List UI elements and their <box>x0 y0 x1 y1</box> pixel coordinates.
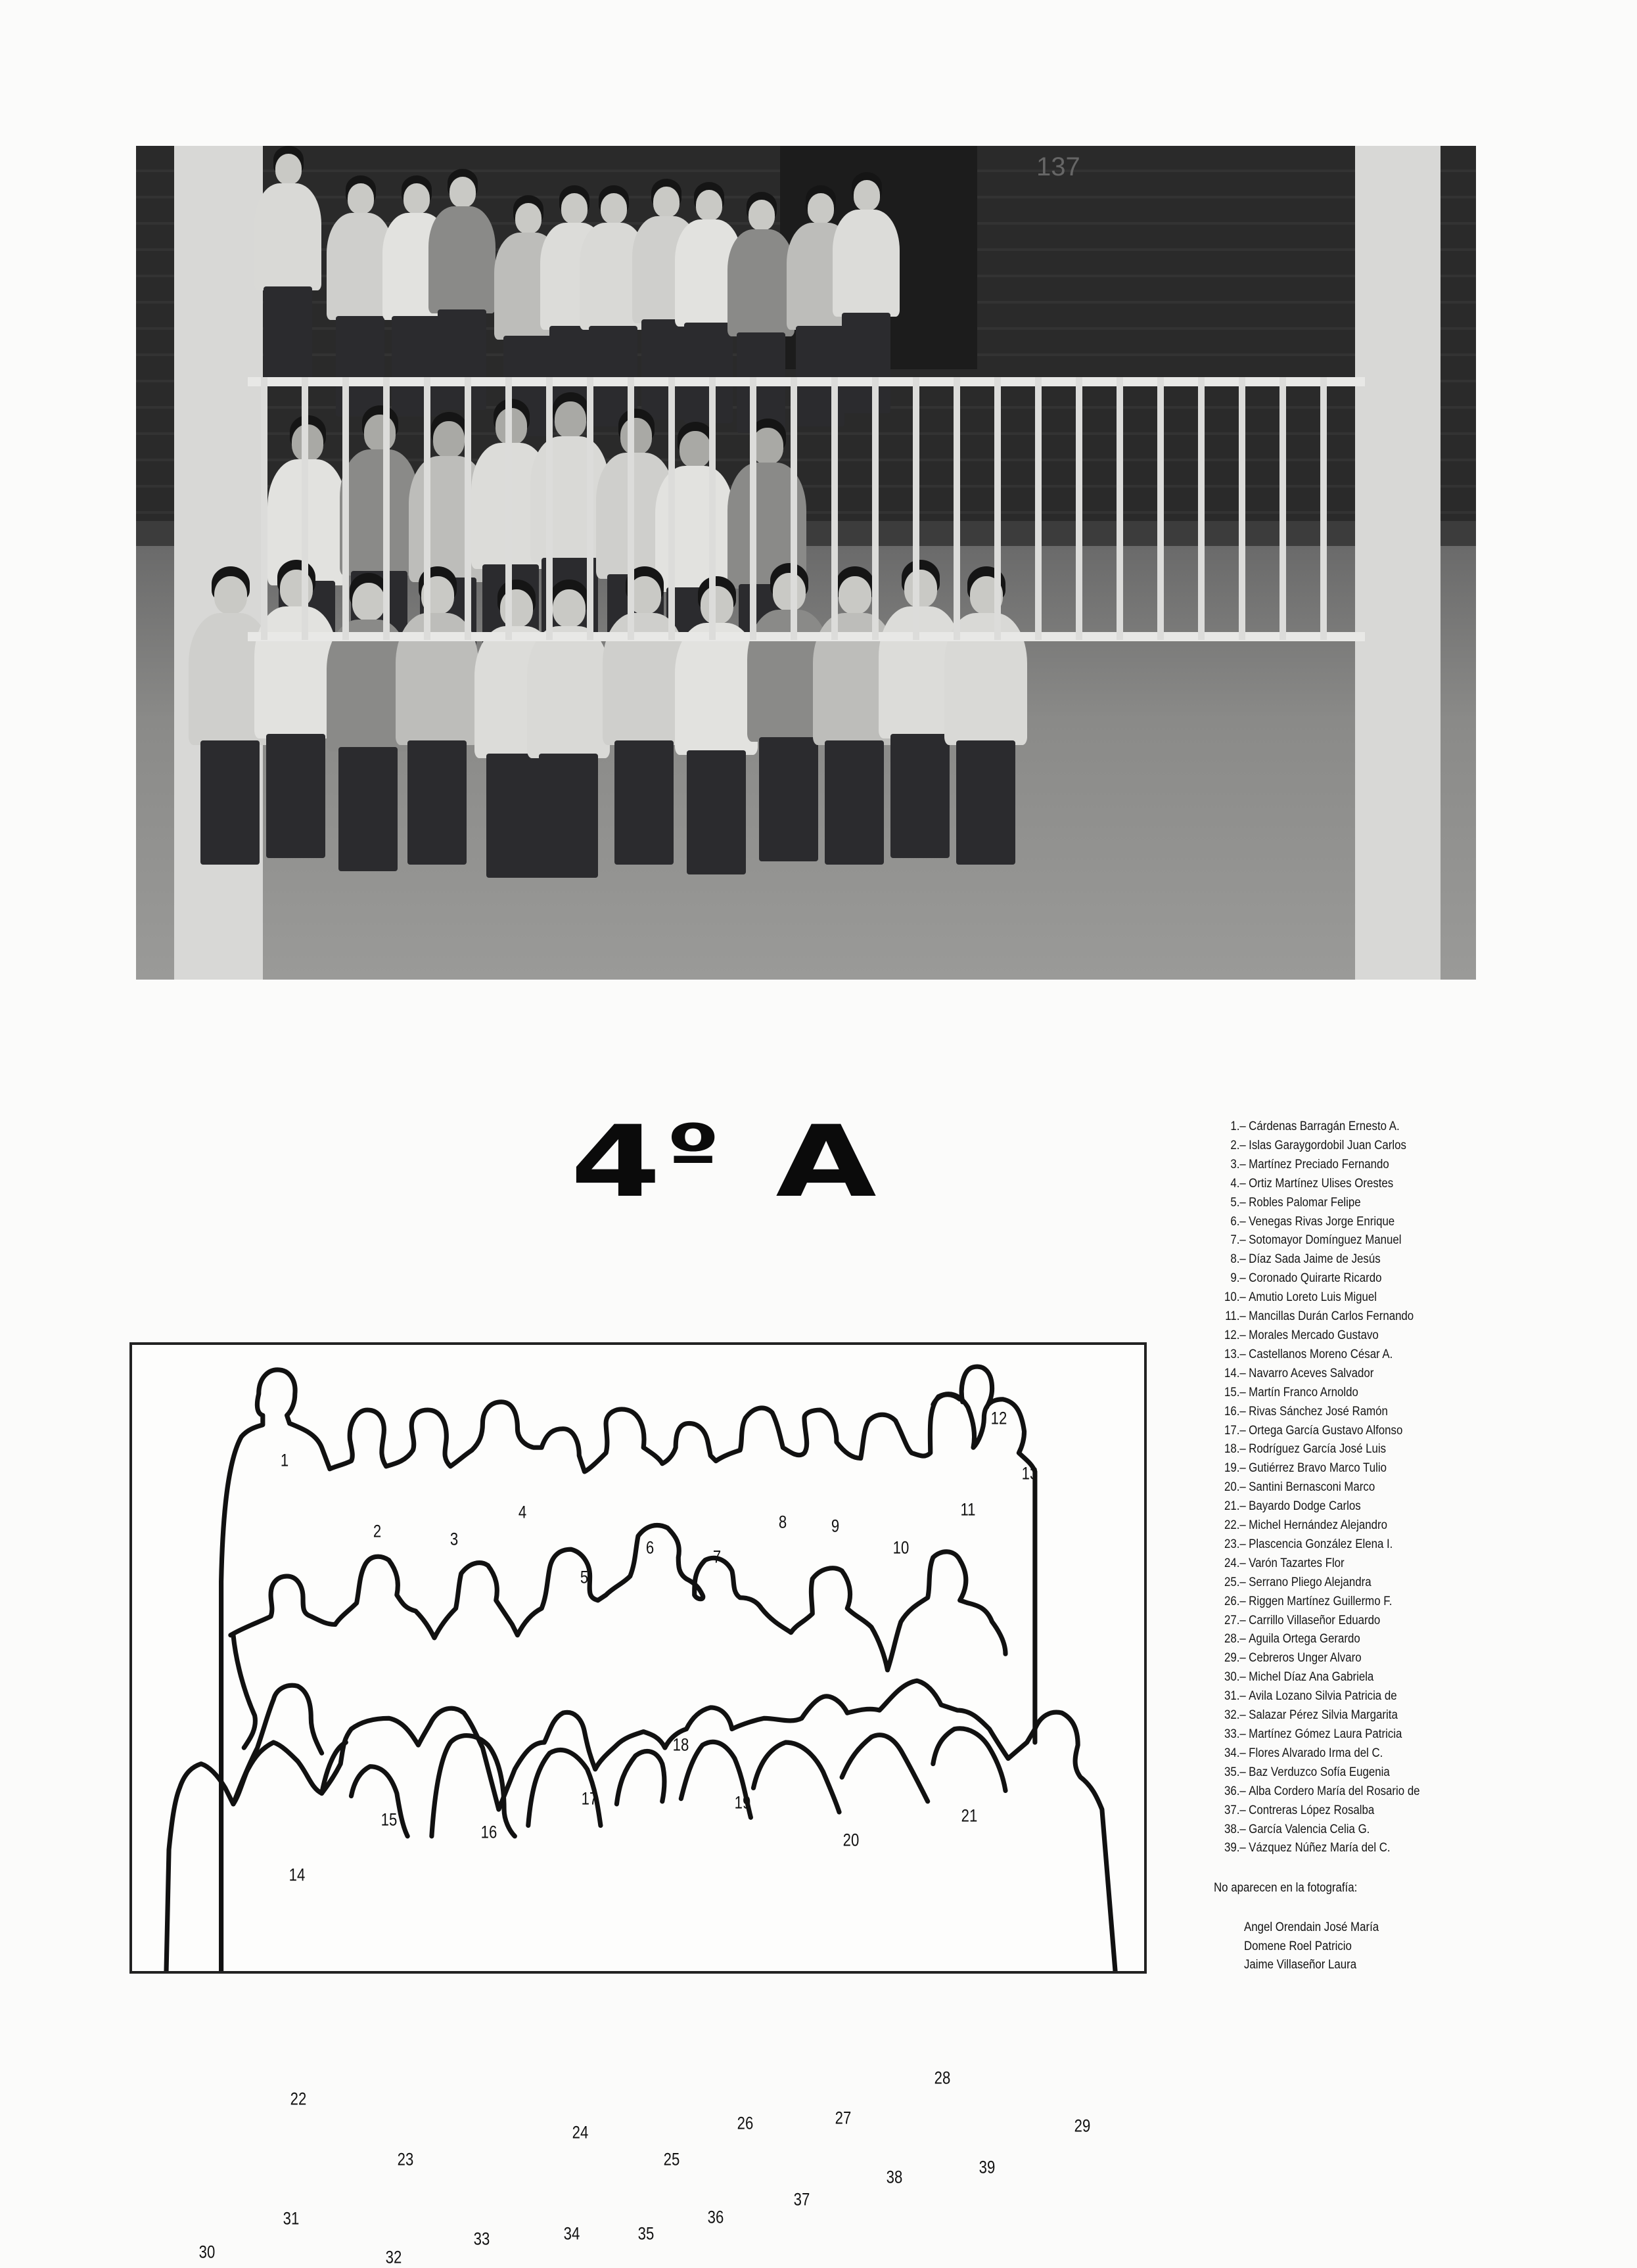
diagram-label-3: 3 <box>450 1529 458 1549</box>
student-name: Flores Alvarado Irma del C. <box>1249 1745 1383 1760</box>
grade-number: 4 <box>570 1105 666 1219</box>
railing-baluster <box>342 377 349 640</box>
name-dash: – <box>1239 1213 1246 1229</box>
student-name: Baz Verduzco Sofía Eugenia <box>1249 1764 1390 1779</box>
railing-baluster <box>261 377 267 640</box>
name-number: 20. <box>1224 1480 1240 1495</box>
name-row <box>1213 1838 1450 1857</box>
diagram-label-14: 14 <box>288 1865 305 1885</box>
diagram-label-12: 12 <box>990 1408 1007 1428</box>
railing-baluster <box>994 377 1001 640</box>
student-name: Michel Hernández Alejandro <box>1249 1518 1387 1533</box>
name-number: 32. <box>1224 1708 1240 1723</box>
diagram-label-11: 11 <box>960 1499 976 1520</box>
name-row <box>1213 1383 1450 1402</box>
student-name: Alba Cordero María del Rosario de <box>1249 1783 1420 1798</box>
name-number: 7. <box>1230 1233 1240 1248</box>
railing-baluster <box>791 377 797 640</box>
name-dash: – <box>1239 1384 1246 1399</box>
diagram-label-10: 10 <box>892 1537 910 1558</box>
name-number: 34. <box>1224 1745 1240 1760</box>
name-row <box>1213 1250 1450 1269</box>
name-dash: – <box>1239 1271 1246 1286</box>
student-name: Riggen Martínez Guillermo F. <box>1249 1593 1393 1608</box>
name-row <box>1213 1364 1450 1383</box>
railing-baluster <box>1320 377 1327 640</box>
student-name: Gutiérrez Bravo Marco Tulio <box>1249 1461 1387 1476</box>
student-name: Carrillo Villaseñor Eduardo <box>1249 1612 1381 1627</box>
diagram-label-9: 9 <box>831 1516 839 1536</box>
name-dash: – <box>1239 1441 1246 1457</box>
student-name: Rivas Sánchez José Ramón <box>1249 1403 1388 1418</box>
name-number: 38. <box>1224 1821 1240 1836</box>
diagram-label-19: 19 <box>734 1792 751 1813</box>
diagram-label-13: 13 <box>1021 1463 1038 1484</box>
student-name: Ortega García Gustavo Alfonso <box>1249 1422 1403 1438</box>
name-dash: – <box>1239 1650 1246 1666</box>
diagram-label-17: 17 <box>581 1788 598 1809</box>
railing-baluster <box>546 377 553 640</box>
student-name: Castellanos Moreno César A. <box>1249 1346 1393 1361</box>
railing-baluster <box>1035 377 1042 640</box>
railing-baluster <box>383 377 390 640</box>
diagram-label-38: 38 <box>886 2167 902 2187</box>
name-row <box>1213 1801 1450 1820</box>
absent-name: Angel Orendain José María <box>1244 1920 1379 1934</box>
name-row <box>1213 1706 1450 1725</box>
name-row <box>1213 1307 1450 1326</box>
name-row <box>1213 1554 1450 1573</box>
railing-baluster <box>1239 377 1245 640</box>
name-number: 11. <box>1225 1309 1240 1324</box>
railing-baluster <box>302 377 308 640</box>
name-row <box>1213 1744 1450 1763</box>
diagram-label-21: 21 <box>961 1805 978 1826</box>
name-number: 10. <box>1224 1290 1240 1305</box>
name-number: 35. <box>1224 1764 1240 1779</box>
student-name: Cárdenas Barragán Ernesto A. <box>1249 1119 1400 1133</box>
student-name: Bayardo Dodge Carlos <box>1249 1499 1361 1514</box>
name-dash: – <box>1239 1745 1246 1760</box>
student-name: Cebreros Unger Alvaro <box>1249 1650 1362 1666</box>
name-number: 12. <box>1224 1327 1240 1342</box>
name-number: 37. <box>1224 1802 1240 1817</box>
name-number: 14. <box>1224 1365 1240 1380</box>
diagram-label-27: 27 <box>835 2108 852 2128</box>
name-row <box>1213 1269 1450 1288</box>
name-dash: – <box>1239 1175 1246 1191</box>
absent-names-list <box>1244 1918 1401 1974</box>
name-dash: – <box>1239 1309 1246 1324</box>
railing-baluster <box>465 377 471 640</box>
name-row <box>1213 1212 1450 1231</box>
name-row <box>1213 1592 1450 1611</box>
name-dash: – <box>1239 1536 1246 1551</box>
diagram-label-15: 15 <box>381 1809 398 1830</box>
name-dash: – <box>1239 1840 1246 1855</box>
name-row <box>1213 1763 1450 1782</box>
name-row <box>1213 1136 1450 1155</box>
name-number: 16. <box>1224 1403 1240 1418</box>
name-dash: – <box>1239 1290 1246 1305</box>
name-row <box>1213 1117 1450 1136</box>
name-dash: – <box>1239 1365 1246 1380</box>
name-row <box>1213 1478 1450 1497</box>
student-name: Coronado Quirarte Ricardo <box>1249 1271 1382 1286</box>
name-dash: – <box>1239 1802 1246 1817</box>
name-dash: – <box>1239 1252 1246 1267</box>
name-dash: – <box>1239 1764 1246 1779</box>
name-dash: – <box>1239 1461 1246 1476</box>
name-number: 9. <box>1230 1271 1240 1286</box>
name-number: 8. <box>1230 1252 1240 1267</box>
name-number: 19. <box>1224 1461 1240 1476</box>
student-name: Navarro Aceves Salvador <box>1249 1365 1374 1380</box>
student-name: Rodríguez García José Luis <box>1249 1441 1387 1457</box>
name-dash: – <box>1239 1403 1246 1418</box>
diagram-label-28: 28 <box>934 2068 951 2088</box>
name-number: 5. <box>1230 1194 1240 1210</box>
diagram-label-1: 1 <box>280 1450 289 1470</box>
diagram-label-6: 6 <box>645 1537 654 1558</box>
name-dash: – <box>1239 1708 1246 1723</box>
railing-baluster <box>628 377 634 640</box>
name-row <box>1213 1782 1450 1801</box>
name-number: 24. <box>1224 1555 1240 1570</box>
name-dash: – <box>1239 1612 1246 1627</box>
name-dash: – <box>1239 1499 1246 1514</box>
student-name: Amutio Loreto Luis Miguel <box>1249 1290 1377 1305</box>
railing-baluster <box>1157 377 1164 640</box>
diagram-label-33: 33 <box>474 2229 490 2249</box>
name-row <box>1213 1288 1450 1307</box>
diagram-label-26: 26 <box>737 2113 754 2133</box>
silhouette-outlines <box>132 1345 1144 1971</box>
name-number: 3. <box>1230 1156 1240 1171</box>
name-number: 23. <box>1224 1536 1240 1551</box>
name-dash: – <box>1239 1727 1246 1741</box>
name-dash: – <box>1239 1422 1246 1438</box>
diagram-label-24: 24 <box>572 2122 588 2143</box>
student-name: Morales Mercado Gustavo <box>1249 1327 1379 1342</box>
diagram-label-30: 30 <box>198 2242 215 2262</box>
name-row <box>1213 1687 1450 1706</box>
photo-railing-top <box>248 377 1365 386</box>
railing-baluster <box>954 377 960 640</box>
photo-key-diagram <box>129 1342 1147 2267</box>
railing-baluster <box>913 377 919 640</box>
name-dash: – <box>1239 1156 1246 1171</box>
student-name: Serrano Pliego Alejandra <box>1249 1574 1372 1589</box>
student-name: Santini Bernasconi Marco <box>1249 1480 1375 1495</box>
name-row <box>1213 1820 1450 1839</box>
student-name: Martínez Gómez Laura Patricia <box>1249 1727 1402 1741</box>
name-row <box>1213 1648 1450 1667</box>
name-dash: – <box>1239 1574 1246 1589</box>
name-number: 27. <box>1224 1612 1240 1627</box>
diagram-label-25: 25 <box>663 2149 680 2169</box>
student-name: Aguila Ortega Gerardo <box>1249 1631 1360 1646</box>
diagram-label-35: 35 <box>637 2223 654 2244</box>
name-dash: – <box>1239 1518 1246 1533</box>
absent-name: Domene Roel Patricio <box>1244 1938 1352 1953</box>
name-number: 22. <box>1224 1518 1240 1533</box>
name-number: 21. <box>1224 1499 1240 1514</box>
name-dash: – <box>1239 1480 1246 1495</box>
student-name: Díaz Sada Jaime de Jesús <box>1249 1252 1381 1267</box>
student-name: Martín Franco Arnoldo <box>1249 1384 1358 1399</box>
railing-baluster <box>831 377 838 640</box>
name-row <box>1213 1535 1450 1554</box>
name-dash: – <box>1239 1233 1246 1248</box>
student-name: Mancillas Durán Carlos Fernando <box>1249 1309 1414 1324</box>
photo-railing-bottom <box>248 632 1365 641</box>
railing-baluster <box>1076 377 1082 640</box>
group-letter: A <box>775 1105 882 1219</box>
name-number: 1. <box>1230 1119 1240 1133</box>
door-number: 137 <box>1036 152 1080 181</box>
name-dash: – <box>1239 1821 1246 1836</box>
name-row <box>1213 1402 1450 1421</box>
railing-baluster <box>872 377 879 640</box>
name-dash: – <box>1239 1593 1246 1608</box>
name-number: 13. <box>1224 1346 1240 1361</box>
diagram-label-29: 29 <box>1074 2116 1090 2136</box>
diagram-label-20: 20 <box>842 1830 860 1850</box>
diagram-label-36: 36 <box>707 2207 724 2227</box>
student-name: Sotomayor Domínguez Manuel <box>1249 1233 1402 1248</box>
student-name: Varón Tazartes Flor <box>1249 1555 1345 1570</box>
name-dash: – <box>1239 1346 1246 1361</box>
name-number: 18. <box>1224 1441 1240 1457</box>
name-row <box>1213 1326 1450 1345</box>
name-number: 26. <box>1224 1593 1240 1608</box>
name-row <box>1213 1345 1450 1364</box>
student-name: Plascencia González Elena I. <box>1249 1536 1393 1551</box>
class-photo <box>136 146 1476 980</box>
name-dash: – <box>1239 1631 1246 1646</box>
name-dash: – <box>1239 1689 1246 1704</box>
student-name: Vázquez Núñez María del C. <box>1249 1840 1391 1855</box>
name-row <box>1213 1497 1450 1516</box>
student-name: Islas Garaygordobil Juan Carlos <box>1249 1137 1406 1152</box>
name-number: 17. <box>1224 1422 1240 1438</box>
student-name: Salazar Pérez Silvia Margarita <box>1249 1708 1398 1723</box>
railing-baluster <box>668 377 675 640</box>
student-name: Contreras López Rosalba <box>1249 1802 1375 1817</box>
name-number: 31. <box>1224 1689 1240 1704</box>
diagram-label-32: 32 <box>385 2247 402 2267</box>
name-dash: – <box>1239 1137 1246 1152</box>
diagram-label-4: 4 <box>518 1502 526 1522</box>
student-name: Ortiz Martínez Ulises Orestes <box>1249 1175 1394 1191</box>
name-dash: – <box>1239 1783 1246 1798</box>
name-number: 28. <box>1224 1631 1240 1646</box>
absent-title: No aparecen en la fotografía: <box>1214 1880 1358 1895</box>
railing-baluster <box>424 377 430 640</box>
diagram-label-34: 34 <box>563 2223 580 2244</box>
diagram-label-16: 16 <box>480 1822 497 1842</box>
diagram-label-39: 39 <box>979 2157 995 2177</box>
student-names-list <box>1213 1117 1489 1857</box>
class-heading <box>570 1105 882 1219</box>
diagram-label-23: 23 <box>397 2149 414 2169</box>
name-dash: – <box>1239 1327 1246 1342</box>
diagram-label-22: 22 <box>290 2089 306 2109</box>
name-row <box>1213 1440 1450 1459</box>
diagram-label-8: 8 <box>778 1512 787 1532</box>
diagram-label-5: 5 <box>580 1567 588 1587</box>
name-row <box>1213 1629 1450 1648</box>
diagram-label-7: 7 <box>712 1547 722 1567</box>
student-name: Martínez Preciado Fernando <box>1249 1156 1389 1171</box>
name-dash: – <box>1239 1555 1246 1570</box>
railing-baluster <box>587 377 593 640</box>
name-number: 25. <box>1224 1574 1240 1589</box>
name-number: 4. <box>1230 1175 1240 1191</box>
name-row <box>1213 1421 1450 1440</box>
name-number: 39. <box>1224 1840 1240 1855</box>
student-name: Michel Díaz Ana Gabriela <box>1249 1669 1374 1685</box>
name-row <box>1213 1573 1450 1592</box>
student-name: Avila Lozano Silvia Patricia de <box>1249 1689 1397 1704</box>
name-row <box>1213 1459 1450 1478</box>
name-row <box>1213 1231 1450 1250</box>
name-dash: – <box>1239 1119 1246 1133</box>
railing-baluster <box>1198 377 1205 640</box>
grade-ordinal: º <box>666 1109 726 1193</box>
name-row <box>1213 1174 1450 1193</box>
railing-baluster <box>1280 377 1286 640</box>
diagram-label-2: 2 <box>373 1521 382 1541</box>
student-name: García Valencia Celia G. <box>1249 1821 1370 1836</box>
student-name: Robles Palomar Felipe <box>1249 1194 1361 1210</box>
diagram-label-37: 37 <box>793 2189 810 2210</box>
absent-name: Jaime Villaseñor Laura <box>1244 1957 1357 1972</box>
name-number: 29. <box>1224 1650 1240 1666</box>
name-row <box>1213 1516 1450 1535</box>
railing-baluster <box>505 377 512 640</box>
name-number: 2. <box>1230 1137 1240 1152</box>
name-dash: – <box>1239 1669 1246 1685</box>
name-row <box>1213 1611 1450 1630</box>
railing-baluster <box>1117 377 1123 640</box>
name-number: 33. <box>1224 1727 1240 1741</box>
name-row <box>1213 1725 1450 1744</box>
name-dash: – <box>1239 1194 1246 1210</box>
photo-pillar-right <box>1355 146 1441 980</box>
name-number: 15. <box>1224 1384 1240 1399</box>
name-row <box>1213 1193 1450 1212</box>
student-name: Venegas Rivas Jorge Enrique <box>1249 1213 1395 1229</box>
railing-baluster <box>709 377 716 640</box>
diagram-label-18: 18 <box>672 1735 689 1755</box>
name-number: 30. <box>1224 1669 1240 1685</box>
name-number: 6. <box>1230 1213 1240 1229</box>
name-row <box>1213 1667 1450 1687</box>
name-row <box>1213 1155 1450 1174</box>
railing-baluster <box>750 377 756 640</box>
name-number: 36. <box>1224 1783 1240 1798</box>
diagram-label-31: 31 <box>283 2208 300 2229</box>
